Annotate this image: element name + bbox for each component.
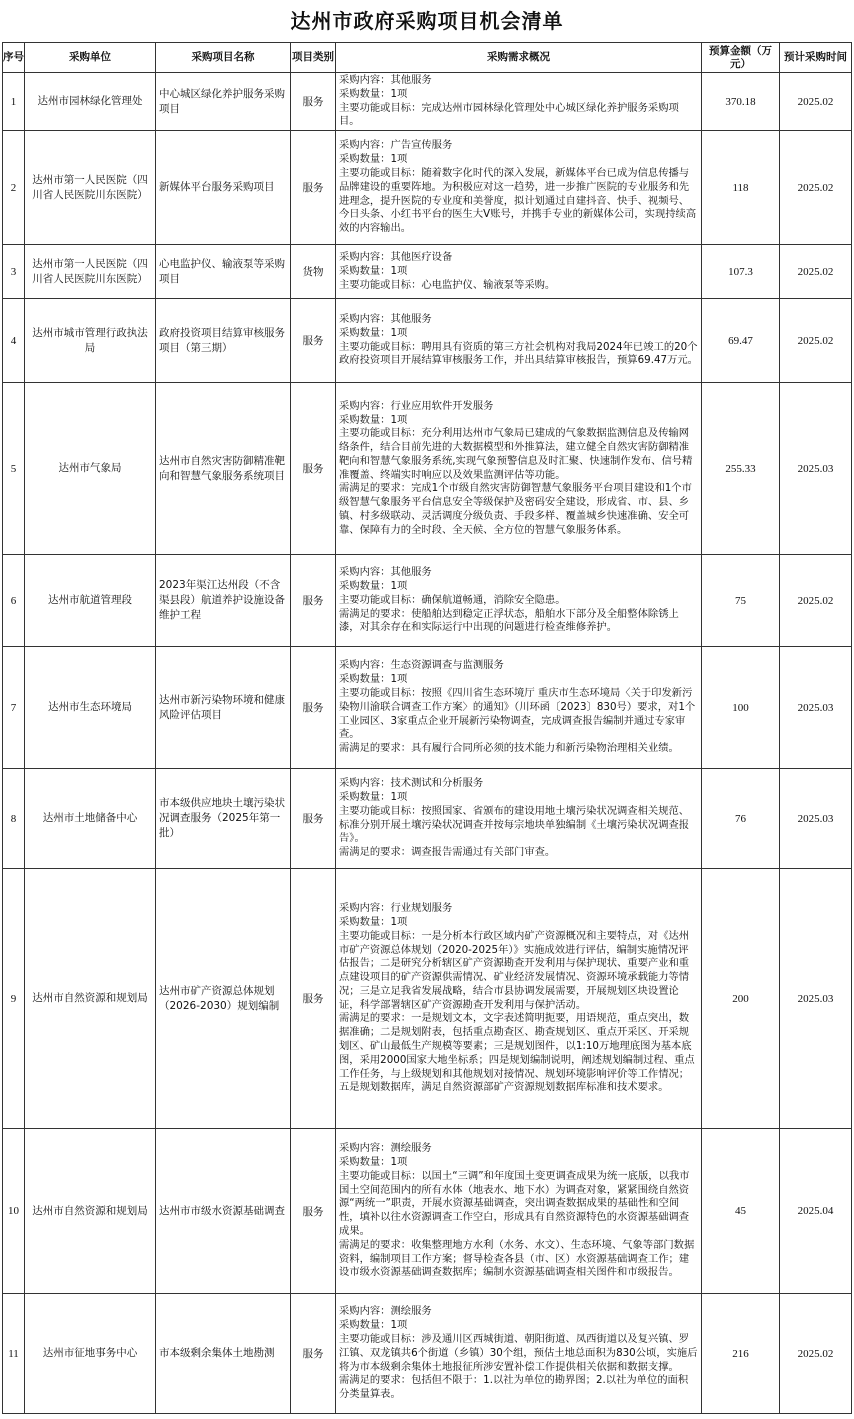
- requirements-summary: [336, 73, 702, 131]
- row-index: 3: [3, 245, 25, 299]
- purchasing-unit: 达州市第一人民医院（四川省人民医院川东医院）: [25, 245, 156, 299]
- requirement-line: 主要功能或目标：随着数字化时代的深入发展，新媒体平台已成为信息传播与品牌建设的重要阵地。为积极应对这一趋势，进一步推广医院的专业服务和先进理念，提升医院的专业度和美誉度，拟计划通过自建抖音、快手、视频号、今日头条、小红书平台的医生大V账号，并携手专业的新媒体公司，实现持续高效的内容输出。: [339, 166, 697, 235]
- project-type: 货物: [291, 245, 336, 299]
- requirement-line: 需满足的要求：一是规划文本，文字表述简明扼要，用语规范，重点突出，数据准确；二是规划附表，包括重点勘查区、勘查规划区、重点开采区、开采规划区、矿山最低生产规模等要素；三是规划图件，以1:10万地理底图为基本底图，采用2000国家大地坐标系；四是规划编制说明，阐述规划编制过程、重点工作任务，与上级规划和其他规划对接情况、规划环境影响评价等工作情况；五是规划数据库，满足自然资源部矿产资源规划数据库标准和技术要求。: [339, 1012, 695, 1094]
- row-index: 2: [3, 131, 25, 245]
- table-row: [3, 131, 852, 245]
- table-row: [3, 555, 852, 647]
- expected-time: 2025.04: [780, 1129, 852, 1294]
- project-name: 达州市市级水资源基础调查: [156, 1129, 291, 1294]
- requirement-line: 主要功能或目标：心电监护仪、输液泵等采购。: [339, 278, 556, 291]
- project-name: 中心城区绿化养护服务采购项目: [156, 73, 291, 131]
- project-name: 市本级剩余集体土地勘测: [156, 1294, 291, 1414]
- budget-amount: 75: [702, 555, 780, 647]
- row-index: 11: [3, 1294, 25, 1414]
- budget-amount: 118: [702, 131, 780, 245]
- requirements-summary: [336, 869, 702, 1129]
- expected-time: 2025.03: [780, 769, 852, 869]
- expected-time: 2025.02: [780, 299, 852, 383]
- requirement-line: 采购数量：1项: [339, 579, 408, 592]
- requirement-line: 需满足的要求：包括但不限于：1.以社为单位的勘界图；2.以社为单位的面积分类量算表。: [339, 1374, 689, 1401]
- budget-amount: 216: [702, 1294, 780, 1414]
- expected-time: 2025.03: [780, 647, 852, 769]
- project-type: 服务: [291, 1129, 336, 1294]
- budget-amount: 100: [702, 647, 780, 769]
- purchasing-unit: 达州市自然资源和规划局: [25, 869, 156, 1129]
- requirement-line: 采购内容：行业规划服务: [339, 902, 453, 915]
- requirement-line: 主要功能或目标：一是分析本行政区域内矿产资源概况和主要特点，对《达州市矿产资源总体规划（2020-2025年）》实施成效进行评估，编制实施情况评估报告；二是研究分析辖区矿产资源勘查开发利用与保护现状、重要产业和重点建设项目的矿产资源供需情况、矿业经济发展情况、资源环境承载能力等情况；三是立足我省发展战略，结合市县协调发展需要，开展规划区块设置论证，科学部署辖区矿产资源勘查开发利用与保护活动。: [339, 929, 690, 1011]
- expected-time: 2025.02: [780, 555, 852, 647]
- expected-time: 2025.02: [780, 73, 852, 131]
- project-name: 市本级供应地块土壤污染状况调查服务（2025年第一批）: [156, 769, 291, 869]
- purchasing-unit: 达州市第一人民医院（四川省人民医院川东医院）: [25, 131, 156, 245]
- project-type: 服务: [291, 769, 336, 869]
- budget-amount: 370.18: [702, 73, 780, 131]
- row-index: 6: [3, 555, 25, 647]
- project-type: 服务: [291, 299, 336, 383]
- purchasing-unit: 达州市生态环境局: [25, 647, 156, 769]
- requirement-line: 采购数量：1项: [339, 413, 408, 426]
- budget-amount: 255.33: [702, 383, 780, 555]
- table-row: [3, 73, 852, 131]
- expected-time: 2025.03: [780, 383, 852, 555]
- project-type: 服务: [291, 647, 336, 769]
- requirement-line: 采购内容：其他服务: [339, 313, 432, 326]
- requirement-line: 采购数量：1项: [339, 87, 408, 100]
- project-name: 心电监护仪、输液泵等采购项目: [156, 245, 291, 299]
- purchasing-unit: 达州市园林绿化管理处: [25, 73, 156, 131]
- project-type: 服务: [291, 555, 336, 647]
- requirement-line: 需满足的要求：调查报告需通过有关部门审查。: [339, 846, 556, 859]
- requirement-line: 主要功能或目标：按照《四川省生态环境厅 重庆市生态环境局〈关于印发新污染物川渝联合调查工作方案〉的通知》（川环函〔2023〕830号）要求，对1个工业园区、3家重点企业开展新污染物调查，完成调查报告编制并通过专家审查。: [339, 686, 696, 741]
- table-row: [3, 869, 852, 1129]
- header-unit: 采购单位: [25, 43, 156, 73]
- requirement-line: 采购数量：1项: [339, 153, 408, 166]
- purchasing-unit: 达州市城市管理行政执法局: [25, 299, 156, 383]
- budget-amount: 45: [702, 1129, 780, 1294]
- requirement-line: 主要功能或目标：按照国家、省颁布的建设用地土壤污染状况调查相关规范、标准分别开展土壤污染状况调查并按每宗地块单独编制《土壤污染状况调查报告》。: [339, 804, 690, 845]
- requirements-summary: [336, 555, 702, 647]
- requirement-line: 主要功能或目标：确保航道畅通，消除安全隐患。: [339, 593, 566, 606]
- table-row: [3, 1129, 852, 1294]
- table-row: [3, 769, 852, 869]
- budget-amount: 76: [702, 769, 780, 869]
- purchasing-unit: 达州市气象局: [25, 383, 156, 555]
- requirement-line: 需满足的要求：完成1个市级自然灾害防御智慧气象服务平台项目建设和1个市级智慧气象服务平台信息安全等级保护及密码安全建设，形成省、市、县、乡镇、村多级联动、灵活调度分级负责、手段多样、覆盖城乡快速准确、安全可靠、保障有力的全时段、全天候、全方位的智慧气象服务体系。: [339, 482, 692, 536]
- requirement-line: 采购内容：其他医疗设备: [339, 250, 453, 263]
- requirement-line: 采购内容：测绘服务: [339, 1305, 432, 1318]
- expected-time: 2025.02: [780, 1294, 852, 1414]
- requirement-line: 采购数量：1项: [339, 1156, 408, 1168]
- row-index: 4: [3, 299, 25, 383]
- requirements-summary: [336, 245, 702, 299]
- project-type: 服务: [291, 383, 336, 555]
- requirement-line: 需满足的要求：使船舶达到稳定正浮状态，船舶水下部分及全船整体除锈上漆，对其余存在和实际运行中出现的问题进行检查维修养护。: [339, 607, 679, 634]
- table-body: [3, 73, 852, 1414]
- table-row: [3, 383, 852, 555]
- requirements-summary: [336, 1129, 702, 1294]
- requirements-summary: [336, 383, 702, 555]
- expected-time: 2025.02: [780, 245, 852, 299]
- project-type: 服务: [291, 73, 336, 131]
- requirement-line: 采购内容：生态资源调查与监测服务: [339, 659, 504, 672]
- document-title: 达州市政府采购项目机会清单: [290, 9, 564, 33]
- requirements-summary: [336, 131, 702, 245]
- header-type: 项目类别: [291, 43, 336, 73]
- row-index: 1: [3, 73, 25, 131]
- requirements-summary: [336, 647, 702, 769]
- budget-amount: 69.47: [702, 299, 780, 383]
- requirement-line: 采购数量：1项: [339, 326, 408, 339]
- requirement-line: 需满足的要求：具有履行合同所必须的技术能力和新污染物治理相关业绩。: [339, 742, 679, 755]
- row-index: 7: [3, 647, 25, 769]
- project-type: 服务: [291, 1294, 336, 1414]
- purchasing-unit: 达州市自然资源和规划局: [25, 1129, 156, 1294]
- header-budget: 预算金额（万元）: [702, 43, 780, 73]
- requirement-line: 采购数量：1项: [339, 791, 408, 804]
- header-time: 预计采购时间: [780, 43, 852, 73]
- requirement-line: 主要功能或目标：以国土“三调”和年度国土变更调查成果为统一底版，以我市国土空间范围内的所有水体（地表水、地下水）为调查对象，紧紧围绕自然资源“两统一”职责，开展水资源基础调查，突出调查数据成果的基础性和空间性，填补以往水资源调查工作空白，形成具有自然资源特色的水资源基础调查成果。: [339, 1169, 690, 1237]
- budget-amount: 107.3: [702, 245, 780, 299]
- purchasing-unit: 达州市航道管理段: [25, 555, 156, 647]
- purchasing-unit: 达州市征地事务中心: [25, 1294, 156, 1414]
- requirements-summary: [336, 769, 702, 869]
- table-row: [3, 245, 852, 299]
- header-name: 采购项目名称: [156, 43, 291, 73]
- row-index: 9: [3, 869, 25, 1129]
- requirement-line: 主要功能或目标：涉及通川区西城街道、朝阳街道、凤西街道以及复兴镇、罗江镇、双龙镇共6个街道（乡镇）30个组，预估土地总面积为830公顷，实施后将为市本级剩余集体土地报征所涉安置补偿工作提供相关依据和数据支撑。: [339, 1332, 698, 1373]
- requirement-line: 采购数量：1项: [339, 1319, 408, 1332]
- row-index: 8: [3, 769, 25, 869]
- requirement-line: 采购内容：技术测试和分析服务: [339, 777, 484, 790]
- project-name: 达州市新污染物环境和健康风险评估项目: [156, 647, 291, 769]
- requirement-line: 主要功能或目标：完成达州市园林绿化管理处中心城区绿化养护服务采购项目。: [339, 101, 679, 128]
- expected-time: 2025.03: [780, 869, 852, 1129]
- table-header-row: [3, 43, 852, 73]
- row-index: 5: [3, 383, 25, 555]
- requirement-line: 采购数量：1项: [339, 915, 408, 928]
- project-name: 2023年渠江达州段（不含渠县段）航道养护设施设备维护工程: [156, 555, 291, 647]
- requirement-line: 采购内容：其他服务: [339, 74, 432, 86]
- requirement-line: 主要功能或目标：聘用具有资质的第三方社会机构对我局2024年已竣工的20个政府投资项目开展结算审核服务工作，并出具结算审核报告，预算69.47万元。: [339, 340, 698, 367]
- requirement-line: 采购内容：广告宣传服务: [339, 139, 453, 152]
- header-idx: 序号: [3, 43, 25, 73]
- requirements-summary: [336, 299, 702, 383]
- procurement-table: [2, 42, 852, 1414]
- table-row: [3, 299, 852, 383]
- project-name: 新媒体平台服务采购项目: [156, 131, 291, 245]
- project-name: 达州市矿产资源总体规划（2026-2030）规划编制: [156, 869, 291, 1129]
- requirement-line: 主要功能或目标：充分利用达州市气象局已建成的气象数据监测信息及传输网络条件，结合目前先进的大数据模型和外推算法，建立健全自然灾害防御精准靶向和智慧气象服务系统,实现气象预警信息及时汇聚、快速制作发布、信号精准覆盖、终端实时响应以及效果监测评估等功能。: [339, 427, 693, 481]
- requirement-line: 需满足的要求：收集整理地方水利（水务、水文）、生态环境、气象等部门数据资料，编制项目工作方案；督导检查各县（市、区）水资源基础调查工作；建设市级水资源基础调查数据库；编制水资源基础调查相关图件和市级报告。: [339, 1238, 695, 1279]
- requirement-line: 采购内容：测绘服务: [339, 1142, 432, 1155]
- requirement-line: 采购数量：1项: [339, 264, 408, 277]
- project-name: 达州市自然灾害防御精准靶向和智慧气象服务系统项目: [156, 383, 291, 555]
- project-type: 服务: [291, 131, 336, 245]
- requirement-line: 采购内容：行业应用软件开发服务: [339, 399, 494, 412]
- requirement-line: 采购数量：1项: [339, 673, 408, 686]
- row-index: 10: [3, 1129, 25, 1294]
- requirements-summary: [336, 1294, 702, 1414]
- requirement-line: 采购内容：其他服务: [339, 566, 432, 579]
- expected-time: 2025.02: [780, 131, 852, 245]
- project-type: 服务: [291, 869, 336, 1129]
- header-desc: 采购需求概况: [336, 43, 702, 73]
- project-name: 政府投资项目结算审核服务项目（第三期）: [156, 299, 291, 383]
- table-row: [3, 1294, 852, 1414]
- table-row: [3, 647, 852, 769]
- budget-amount: 200: [702, 869, 780, 1129]
- purchasing-unit: 达州市土地储备中心: [25, 769, 156, 869]
